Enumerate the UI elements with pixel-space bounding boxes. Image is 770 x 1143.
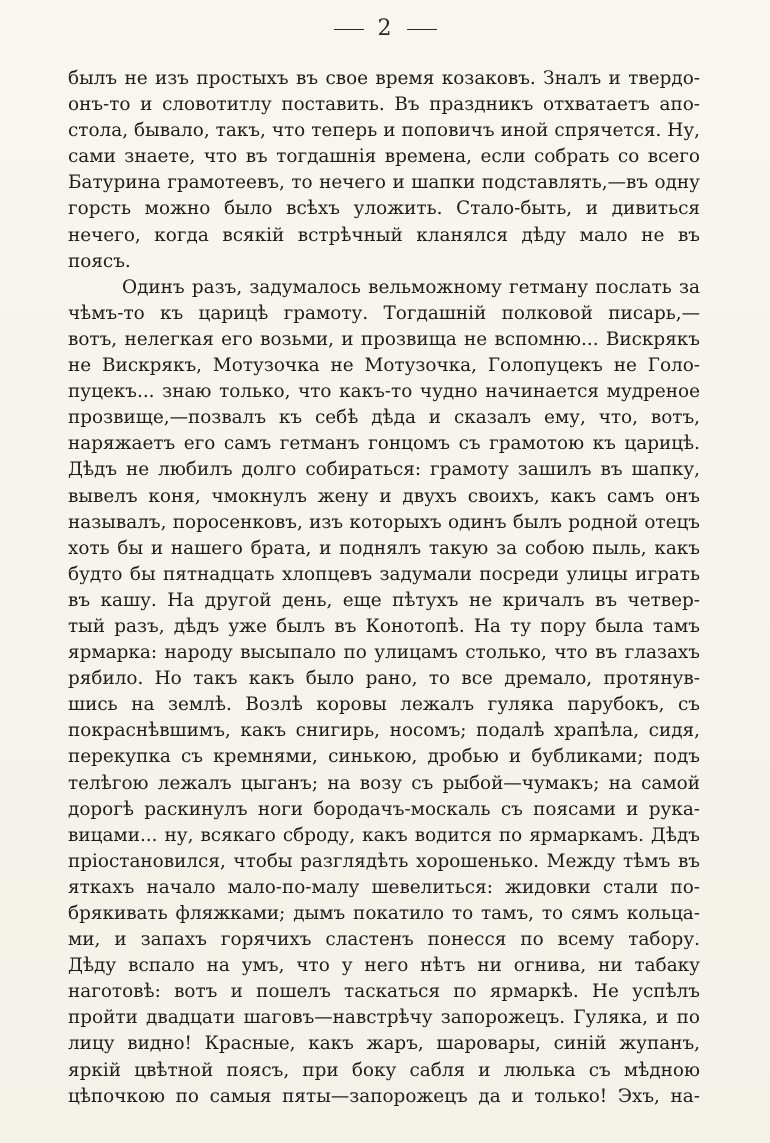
text-line: наготовѣ: вотъ и пошелъ таскаться по ярмаркѣ. Не успѣлъ xyxy=(68,981,700,1003)
text-line: не Вискрякъ, Мотузочка не Мотузочка, Голопуцекъ не Голо- xyxy=(68,355,700,377)
text-line: яткахъ начало мало-по-малу шевелиться: жидовки стали по- xyxy=(68,876,700,898)
text-line: телѣгою лежалъ цыганъ; на возу съ рыбой—чумакъ; на самой xyxy=(68,772,700,794)
text-line: вывелъ коня, чмокнулъ жену и двухъ своихъ, какъ самъ онъ xyxy=(68,485,700,507)
page-header xyxy=(0,16,770,41)
text-line: нечего, когда всякій встрѣчный кланялся дѣду мало не въ xyxy=(68,224,700,246)
text-line: пріостановился, чтобы разглядѣть хорошенько. Между тѣмъ въ xyxy=(68,850,700,872)
text-line: сами знаете, что въ тогдашнія времена, если собрать со всего xyxy=(68,146,700,168)
text-line: прозвище,—позвалъ къ себѣ дѣда и сказалъ ему, что, вотъ, xyxy=(68,407,700,429)
text-line: Одинъ разъ, задумалось вельможному гетману послать за xyxy=(122,276,700,298)
text-line: наряжаетъ его самъ гетманъ гонцомъ съ грамотою къ царицѣ. xyxy=(68,433,700,455)
text-line: яркій цвѣтной поясъ, при боку сабля и люлька съ мѣдною xyxy=(68,1059,700,1081)
text-line: шись на землѣ. Возлѣ коровы лежалъ гуляка парубокъ, съ xyxy=(68,694,700,716)
text-line: тый разъ, дѣдъ уже былъ въ Конотопѣ. На ту пору была тамъ xyxy=(68,615,700,637)
text-line: покраснѣвшимъ, какъ снигирь, носомъ; подалѣ храпѣла, сидя, xyxy=(68,720,700,742)
text-line: хоть бы и нашего брата, и поднялъ такую за собою пыль, какъ xyxy=(68,537,700,559)
text-line: будто бы пятнадцать хлопцевъ задумали посреди улицы играть xyxy=(68,563,700,585)
text-line: пройти двадцати шаговъ—навстрѣчу запорожецъ. Гуляка, и по xyxy=(68,1007,700,1029)
text-line: называлъ, поросенковъ, изъ которыхъ одинъ былъ родной отецъ xyxy=(68,511,700,533)
text-line: Батурина грамотеевъ, то нечего и шапки подставлять,—въ одну xyxy=(68,172,700,194)
text-line: Дѣдъ не любилъ долго собираться: грамоту зашилъ въ шапку, xyxy=(68,459,700,481)
page-number: 2 xyxy=(377,16,393,41)
text-line: пуцекъ... знаю только, что какъ-то чудно начинается мудреное xyxy=(68,381,700,403)
text-line: поясъ. xyxy=(68,250,131,272)
header-dash-right xyxy=(407,29,437,30)
text-line: цѣпочкою по самыя пяты—запорожецъ да и только! Эхъ, на- xyxy=(68,1085,700,1107)
text-line: перекупка съ кремнями, синькою, дробью и бубликами; подъ xyxy=(68,746,700,768)
text-line: вицами... ну, всякаго сброду, какъ водится по ярмаркамъ. Дѣдъ xyxy=(68,824,700,846)
text-line: горсть можно было всѣхъ уложить. Стало-быть, и дивиться xyxy=(68,198,700,220)
text-line: стола, бывало, такъ, что теперь и поповичъ иной спрячется. Ну, xyxy=(68,120,700,142)
header-dash-left xyxy=(334,29,364,30)
text-line: лицу видно! Красные, какъ жаръ, шаровары, синій жупанъ, xyxy=(68,1033,700,1055)
text-line: онъ-то и словотитлу поставить. Въ праздникъ отхватаетъ апо- xyxy=(68,94,700,116)
text-line: ми, и запахъ горячихъ сластенъ понесся по всему табору. xyxy=(68,929,700,951)
text-line: Дѣду вспало на умъ, что у него нѣтъ ни огнива, ни табаку xyxy=(68,955,700,977)
text-line: дорогѣ раскинулъ ноги бородачъ-москаль съ поясами и рука- xyxy=(68,798,700,820)
text-line: въ кашу. На другой день, еще пѣтухъ не кричалъ въ четвер- xyxy=(68,589,700,611)
body-text xyxy=(68,66,700,1110)
text-line: чѣмъ-то къ царицѣ грамоту. Тогдашній полковой писарь,— xyxy=(68,302,700,324)
text-line: былъ не изъ простыхъ въ свое время козаковъ. Зналъ и твердо- xyxy=(68,68,700,89)
text-line: брякивать фляжками; дымъ покатило то тамъ, то сямъ кольца- xyxy=(68,903,700,924)
text-line: рябило. Но такъ какъ было рано, то все дремало, протянув- xyxy=(68,668,700,690)
text-line: ярмарка: народу высыпало по улицамъ столько, что въ глазахъ xyxy=(68,642,700,664)
text-line: вотъ, нелегкая его возьми, и прозвища не вспомню... Вискрякъ xyxy=(68,328,700,350)
